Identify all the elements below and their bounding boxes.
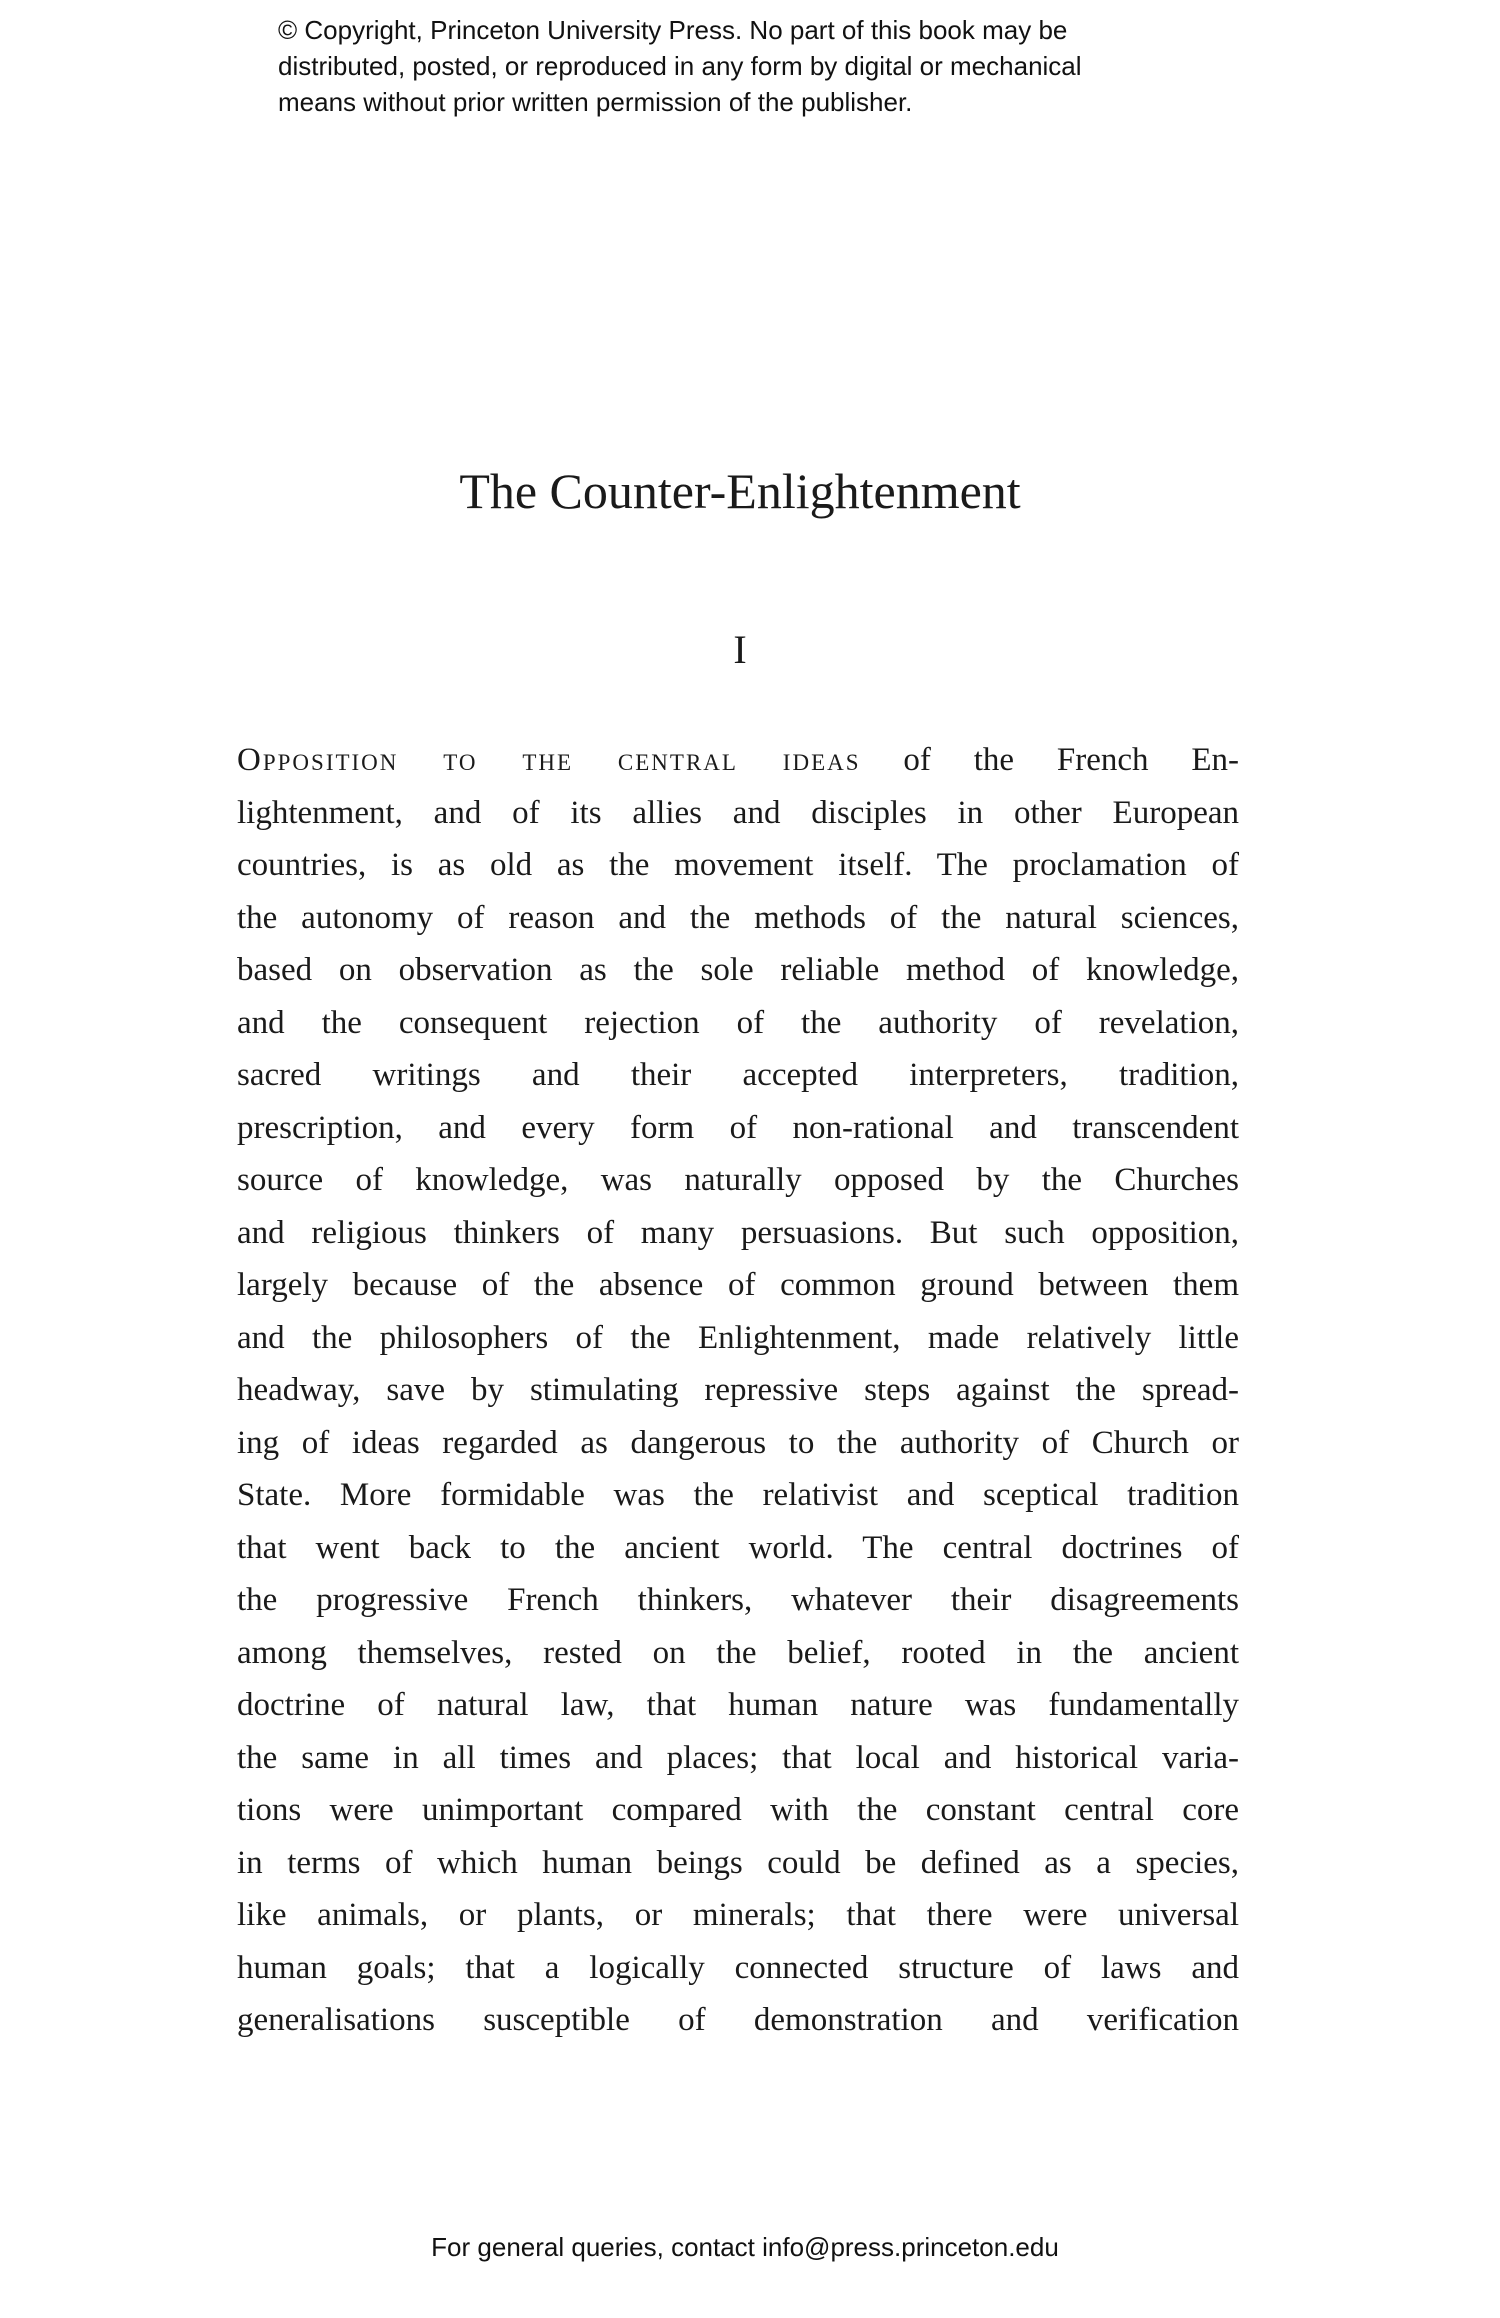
paragraph-line: human goals; that a logically connected structure of laws and [237, 1949, 1239, 1986]
paragraph-line: source of knowledge, was naturally opposed by the Churches [237, 1162, 1239, 1198]
paragraph-line: the autonomy of reason and the methods of the natural sciences, [237, 899, 1239, 936]
paragraph-line: prescription, and every form of non-rational and transcendent [237, 1109, 1239, 1146]
paragraph-line: in terms of which human beings could be defined as a species, [237, 1844, 1239, 1881]
copyright-line: © Copyright, Princeton University Press. No part of this book may be [278, 15, 1068, 45]
paragraph-line: State. More formidable was the relativist and sceptical tradition [237, 1477, 1239, 1513]
paragraph-line: tions were unimportant compared with the constant central core [237, 1792, 1239, 1828]
copyright-line: distributed, posted, or reproduced in any form by digital or mechanical [278, 51, 1082, 81]
paragraph-line: that went back to the ancient world. The central doctrines of [237, 1529, 1239, 1566]
small-caps-opening: Opposition to the central ideas [237, 742, 861, 778]
paragraph-line: headway, save by stimulating repressive steps against the spread- [237, 1372, 1239, 1408]
copyright-line: means without prior written permission of the publisher. [278, 87, 913, 117]
paragraph-line: based on observation as the sole reliable method of knowledge, [237, 952, 1239, 988]
section-number: I [733, 627, 747, 672]
paragraph-line: and the philosophers of the Enlightenment, made relatively little [237, 1319, 1239, 1356]
paragraph-line: the progressive French thinkers, whatever their disagreements [237, 1582, 1239, 1618]
paragraph-line: doctrine of natural law, that human nature was fundamentally [237, 1687, 1239, 1723]
paragraph-line: largely because of the absence of common ground between them [237, 1267, 1239, 1303]
paragraph-line: generalisations susceptible of demonstration and verification [237, 2002, 1239, 2038]
first-line-rest: of the French En- [860, 742, 1239, 778]
body-paragraph [237, 734, 1239, 2047]
paragraph-line: and religious thinkers of many persuasions. But such opposition, [237, 1214, 1239, 1251]
paragraph-line: among themselves, rested on the belief, rooted in the ancient [237, 1634, 1239, 1671]
paragraph-line: like animals, or plants, or minerals; that there were universal [237, 1897, 1239, 1933]
paragraph-line: and the consequent rejection of the authority of revelation, [237, 1004, 1239, 1041]
paragraph-line: sacred writings and their accepted interpreters, tradition, [237, 1057, 1239, 1093]
paragraph-line: the same in all times and places; that local and historical varia- [237, 1739, 1239, 1776]
chapter-title: The Counter-Enlightenment [459, 463, 1021, 519]
footer-contact: For general queries, contact info@press.princeton.edu [431, 2232, 1059, 2262]
paragraph-line [237, 734, 1239, 787]
copyright-notice [278, 12, 1278, 120]
paragraph-line: ing of ideas regarded as dangerous to the authority of Church or [237, 1424, 1239, 1461]
paragraph-line: lightenment, and of its allies and disciples in other European [237, 794, 1239, 831]
paragraph-line: countries, is as old as the movement itself. The proclamation of [237, 847, 1239, 883]
